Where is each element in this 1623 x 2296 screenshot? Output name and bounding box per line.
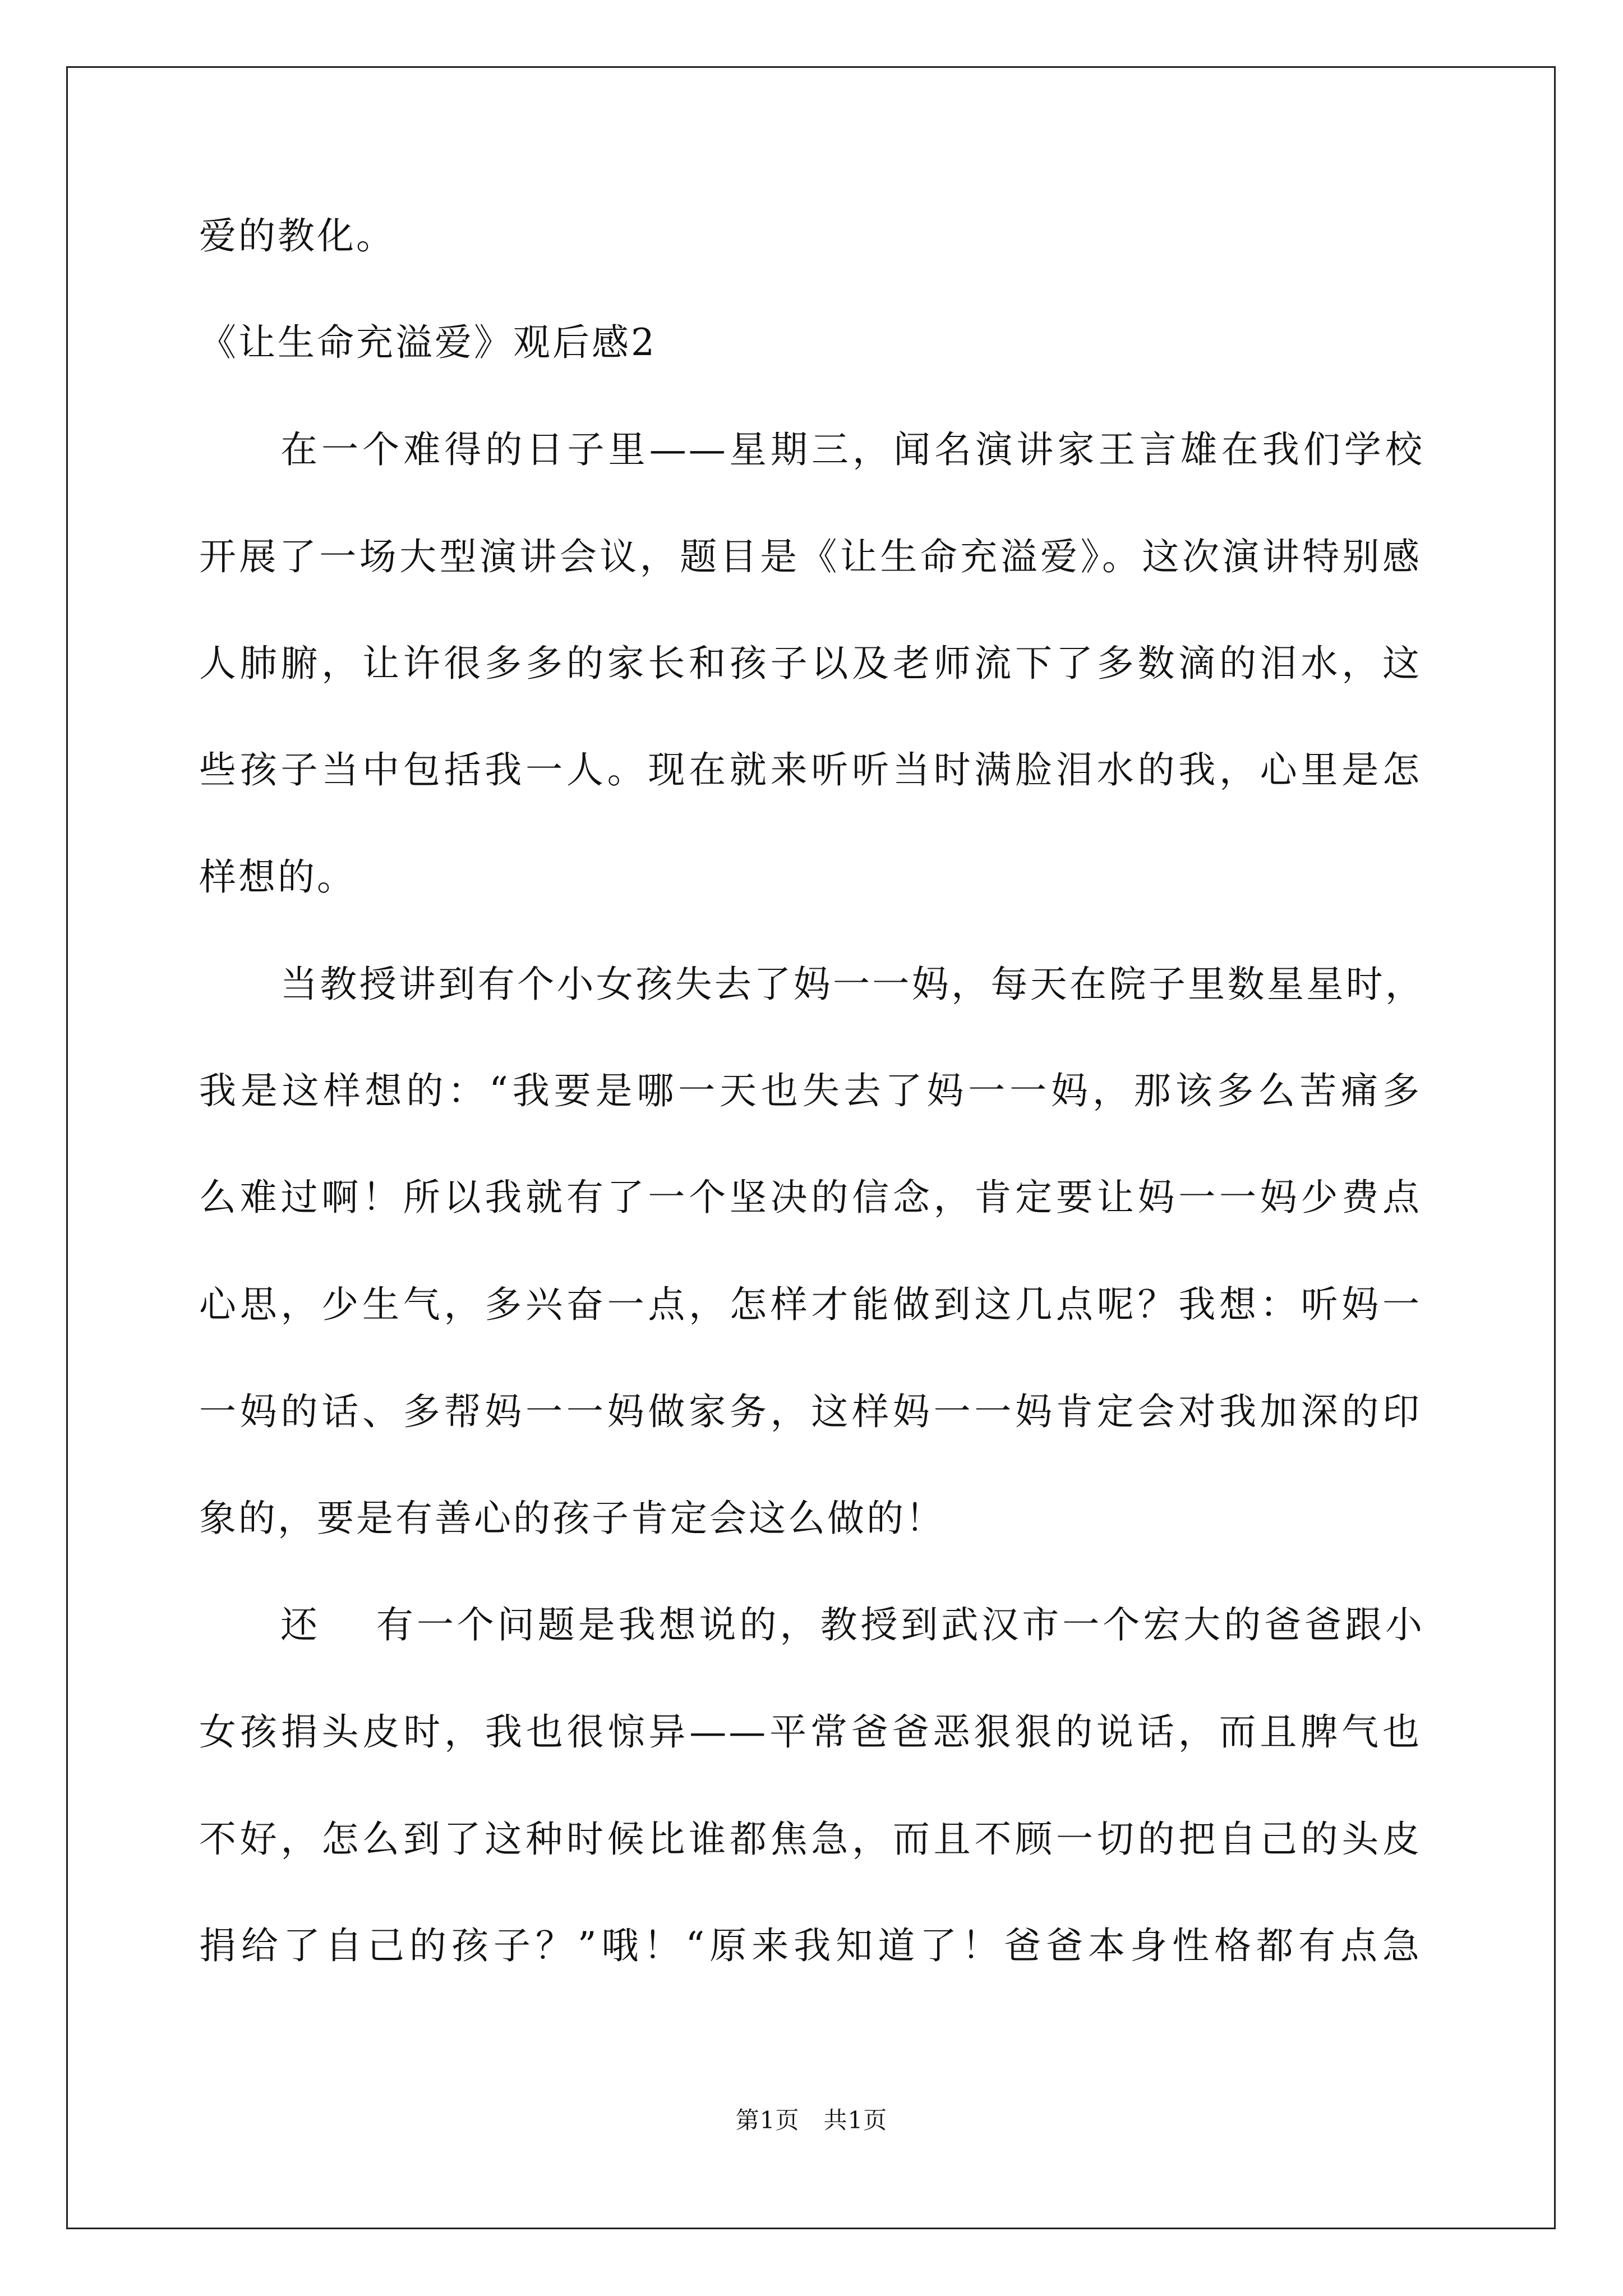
text-line: 爱的教化。 xyxy=(199,214,395,257)
text-line: 当教授讲到有个小女孩失去了妈一一妈，每天在院子里数星星时， xyxy=(280,963,1424,1006)
text-line: 一妈的话、多帮妈一一妈做家务，这样妈一一妈肯定会对我加深的印 xyxy=(199,1390,1422,1433)
text-line: 心思，少生气，多兴奋一点，怎样才能做到这几点呢？我想：听妈一 xyxy=(199,1283,1422,1326)
text-line: 样想的。 xyxy=(199,855,356,899)
page-footer: 第1页 共1页 xyxy=(735,2106,888,2134)
text-line: 还 有一个问题是我想说的，教授到武汉市一个宏大的爸爸跟小 xyxy=(280,1603,1424,1646)
text-line: 人肺腑，让许很多多的家长和孩子以及老师流下了多数滴的泪水，这 xyxy=(199,642,1422,685)
page-border xyxy=(66,66,1556,2229)
text-line: 象的，要是有善心的孩子肯定会这么做的！ xyxy=(199,1497,945,1540)
text-line: 么难过啊！所以我就有了一个坚决的信念，肯定要让妈一一妈少费点 xyxy=(199,1176,1422,1219)
text-line: 我是这样想的：“我要是哪一天也失去了妈一一妈，那该多么苦痛多 xyxy=(199,1069,1422,1112)
text-line: 女孩捐头皮时，我也很惊异——平常爸爸恶狠狠的说话，而且脾气也 xyxy=(199,1710,1422,1754)
text-line: 不好，怎么到了这种时候比谁都焦急，而且不顾一切的把自己的头皮 xyxy=(199,1818,1422,1861)
section-title: 《让生命充溢爱》观后感2 xyxy=(199,321,657,364)
text-line: 些孩子当中包括我一人。现在就来听听当时满脸泪水的我，心里是怎 xyxy=(199,748,1422,792)
text-line: 捐给了自己的孩子？”哦！“原来我知道了！爸爸本身性格都有点急 xyxy=(199,1924,1422,1967)
text-line: 在一个难得的日子里——星期三，闻名演讲家王言雄在我们学校 xyxy=(280,428,1424,471)
text-line: 开展了一场大型演讲会议，题目是《让生命充溢爱》。这次演讲特别感 xyxy=(199,535,1422,578)
